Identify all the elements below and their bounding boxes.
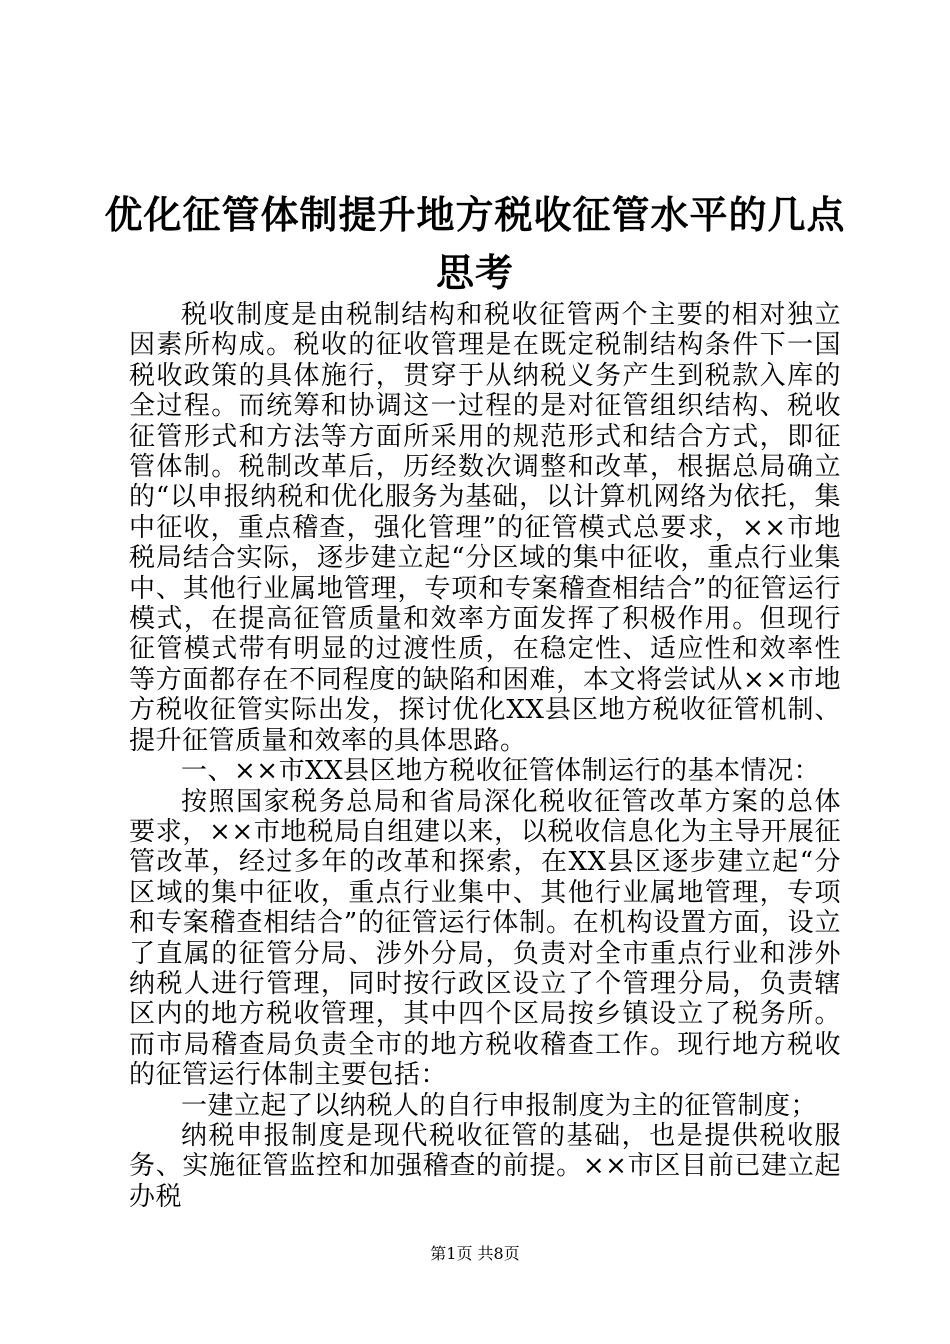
document-body xyxy=(129,300,841,1212)
page-footer: 第1页 共8页 xyxy=(430,1244,520,1263)
section-heading-1: 一、××市XX县区地方税收征管体制运行的基本情况： xyxy=(181,756,821,787)
paragraph-intro: 税收制度是由税制结构和税收征管两个主要的相对独立因素所构成。税收的征收管理是在既定税制结构条件下一国税收政策的具体施行，贯穿于从纳税义务产生到税款入库的全过程。而统筹和协调这一过程的是对征管组织结构、税收征管形式和方法等方面所采用的规范形式和结合方式，即征管体制。税制改革后，历经数次调整和改革，根据总局确立的“以申报纳税和优化服务为基础，以计算机网络为依托，集中征收，重点稽查，强化管理”的征管模式总要求，××市地税局结合实际，逐步建立起“分区域的集中征收，重点行业集中、其他行业属地管理，专项和专案稽查相结合”的征管运行模式，在提高征管质量和效率方面发挥了积极作用。但现行征管模式带有明显的过渡性质，在稳定性、适应性和效率性等方面都存在不同程度的缺陷和困难，本文将尝试从××市地方税收征管实际出发，探讨优化XX县区地方税收征管机制、提升征管质量和效率的具体思路。 xyxy=(129,300,841,756)
paragraph-section-1: 按照国家税务总局和省局深化税收征管改革方案的总体要求，××市地税局自组建以来，以税收信息化为主导开展征管改革，经过多年的改革和探索，在XX县区逐步建立起“分区域的集中征收，重点行业集中、其他行业属地管理，专项和专案稽查相结合”的征管运行体制。在机构设置方面，设立了直属的征管分局、涉外分局，负责对全市重点行业和涉外纳税人进行管理，同时按行政区设立了个管理分局，负责辖区内的地方税收管理，其中四个区局按乡镇设立了税务所。而市局稽查局负责全市的地方税收稽查工作。现行地方税收的征管运行体制主要包括： xyxy=(129,786,841,1091)
document-title: 优化征管体制提升地方税收征管水平的几点思考 xyxy=(104,192,846,295)
subheading-declaration-system: 一建立起了以纳税人的自行申报制度为主的征管制度； xyxy=(181,1090,818,1121)
paragraph-declaration-system: 纳税申报制度是现代税收征管的基础，也是提供税收服务、实施征管监控和加强稽查的前提。××市区目前已建立起办税 xyxy=(129,1120,841,1212)
